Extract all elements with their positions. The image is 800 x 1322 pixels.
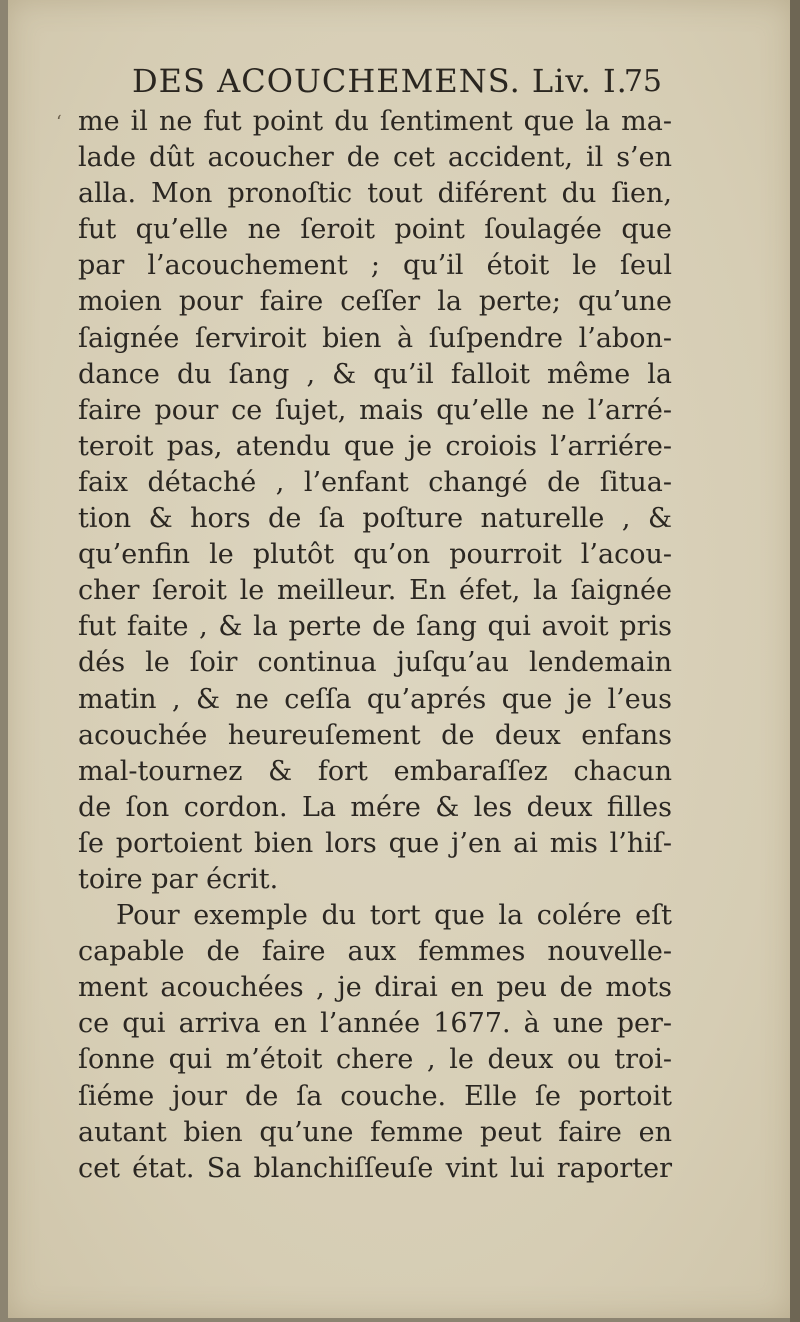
text-line: Pour exemple du tort que la colére eſt [116,900,672,932]
text-line: ſe portoient bien lors que j’en ai mis l’hiſ- [78,827,672,859]
text-line: faix détaché , l’enfant changé de ſitua- [78,466,672,498]
text-line: qu’enfin le plutôt qu’on pourroit l’acou- [78,539,672,571]
margin-mark: ‘ [56,112,62,133]
text-line: moien pour faire ceſſer la perte; qu’une [78,286,672,318]
text-line: ſaignée ſerviroit bien à ſuſpendre l’abon- [78,322,672,354]
text-line: dance du ſang , & qu’il falloit même la [78,358,672,390]
text-line: fut faite , & la perte de ſang qui avoit pris [78,611,672,643]
text-line: mal-tournez & fort embaraſſez chacun [78,755,672,787]
text-line: cet état. Sa blanchiſſeuſe vint lui raporter [78,1152,672,1184]
text-line: fut qu’elle ne ſeroit point ſoulagée que [78,214,672,246]
text-line: ment acouchées , je dirai en peu de mots [78,972,672,1004]
text-line: autant bien qu’une femme peut faire en [78,1116,672,1148]
text-line: matin , & ne ceſſa qu’aprés que je l’eus [78,683,672,715]
running-head-title: DES ACOUCHEMENS. Liv. I. [132,62,628,100]
text-line: me il ne fut point du ſentiment que la ma- [78,106,672,137]
running-head [132,60,662,104]
text-line: par l’acouchement ; qu’il étoit le ſeul [78,250,672,282]
text-line: dés le ſoir continua juſqu’au lendemain [78,647,672,679]
text-line: teroit pas, atendu que je croiois l’arriére- [78,430,672,462]
text-line: toire par écrit. [78,863,279,895]
text-line: ce qui arriva en l’année 1677. à une per- [78,1008,672,1040]
text-line: capable de faire aux femmes nouvelle- [78,936,672,968]
text-line: tion & hors de ſa poſture naturelle , & [78,503,672,535]
text-line: alla. Mon pronoſtic tout diférent du ſien, [78,178,672,210]
text-line: ſonne qui m’étoit chere , le deux ou troi- [78,1044,672,1076]
body-text [78,104,672,1187]
text-line: de ſon cordon. La mére & les deux filles [78,791,672,823]
text-line: acouchée heureuſement de deux enfans [78,719,672,751]
text-line: lade dût acoucher de cet accident, il s’en [78,142,672,174]
text-line: faire pour ce ſujet, mais qu’elle ne l’arré- [78,394,672,426]
text-line: ſiéme jour de ſa couche. Elle ſe portoit [78,1080,672,1112]
text-line: cher ſeroit le meilleur. En éfet, la ſaignée [78,575,672,607]
page-edge-shadow [790,0,800,1322]
page-number: 75 [623,64,662,99]
